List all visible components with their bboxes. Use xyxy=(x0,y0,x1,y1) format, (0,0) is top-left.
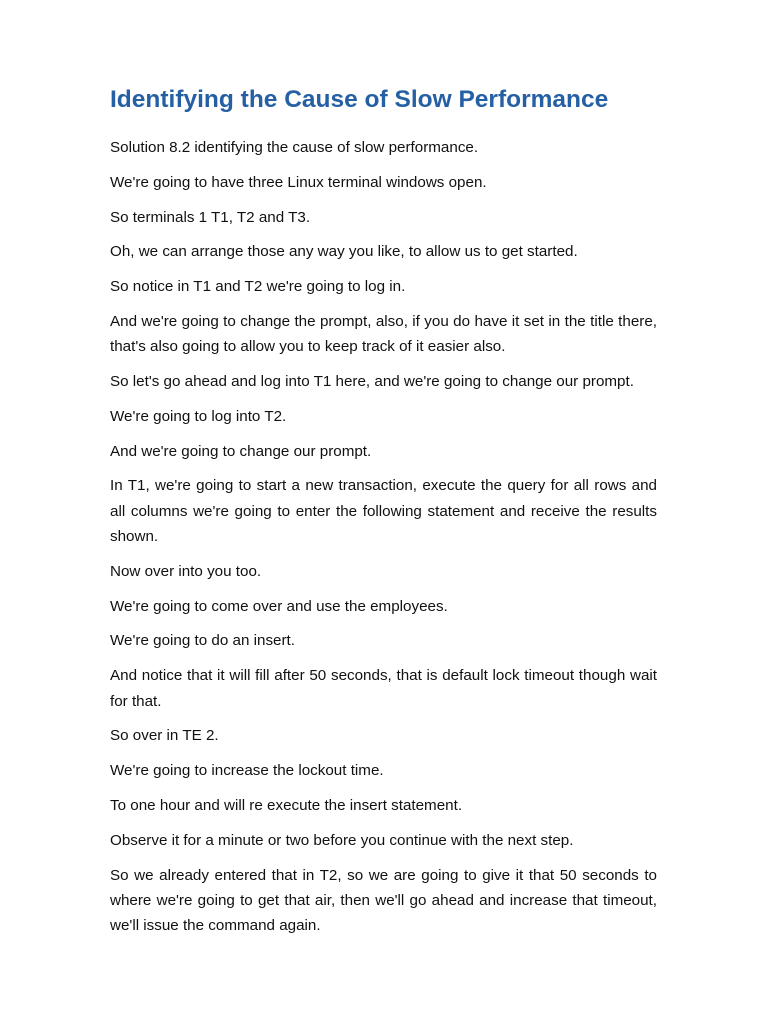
document-page xyxy=(110,84,657,948)
paragraph: And we're going to change our prompt. xyxy=(110,442,372,460)
paragraph: So we already entered that in T2, so we are going to give it that 50 seconds to where we're going to get that air, then we'll go ahead and increase that timeout, we'll issue the command again. xyxy=(110,866,657,935)
paragraph: So over in TE 2. xyxy=(110,727,219,745)
paragraph: Observe it for a minute or two before you continue with the next step. xyxy=(110,831,574,849)
paragraph: Solution 8.2 identifying the cause of slow performance. xyxy=(110,139,479,156)
paragraph: So notice in T1 and T2 we're going to log in. xyxy=(110,278,406,296)
paragraph: In T1, we're going to start a new transaction, execute the query for all rows and all columns we're going to enter the following statement and receive the results shown. xyxy=(110,477,657,546)
paragraph: We're going to do an insert. xyxy=(110,632,295,650)
paragraph: So let's go ahead and log into T1 here, and we're going to change our prompt. xyxy=(110,373,634,391)
paragraph: We're going to have three Linux terminal windows open. xyxy=(110,173,487,191)
paragraph: To one hour and will re execute the insert statement. xyxy=(110,796,463,814)
document-title: Identifying the Cause of Slow Performance xyxy=(110,86,609,113)
paragraph: We're going to increase the lockout time. xyxy=(110,762,384,780)
paragraph: And we're going to change the prompt, also, if you do have it set in the title there, that's also going to allow you to keep track of it easier also. xyxy=(110,312,657,356)
paragraph: And notice that it will fill after 50 seconds, that is default lock timeout though wait for that. xyxy=(110,667,657,710)
paragraph: So terminals 1 T1, T2 and T3. xyxy=(110,208,311,226)
paragraph: Oh, we can arrange those any way you like, to allow us to get started. xyxy=(110,243,578,261)
paragraph: We're going to come over and use the employees. xyxy=(110,597,448,615)
paragraph: We're going to log into T2. xyxy=(110,407,287,425)
paragraph: Now over into you too. xyxy=(110,562,262,580)
